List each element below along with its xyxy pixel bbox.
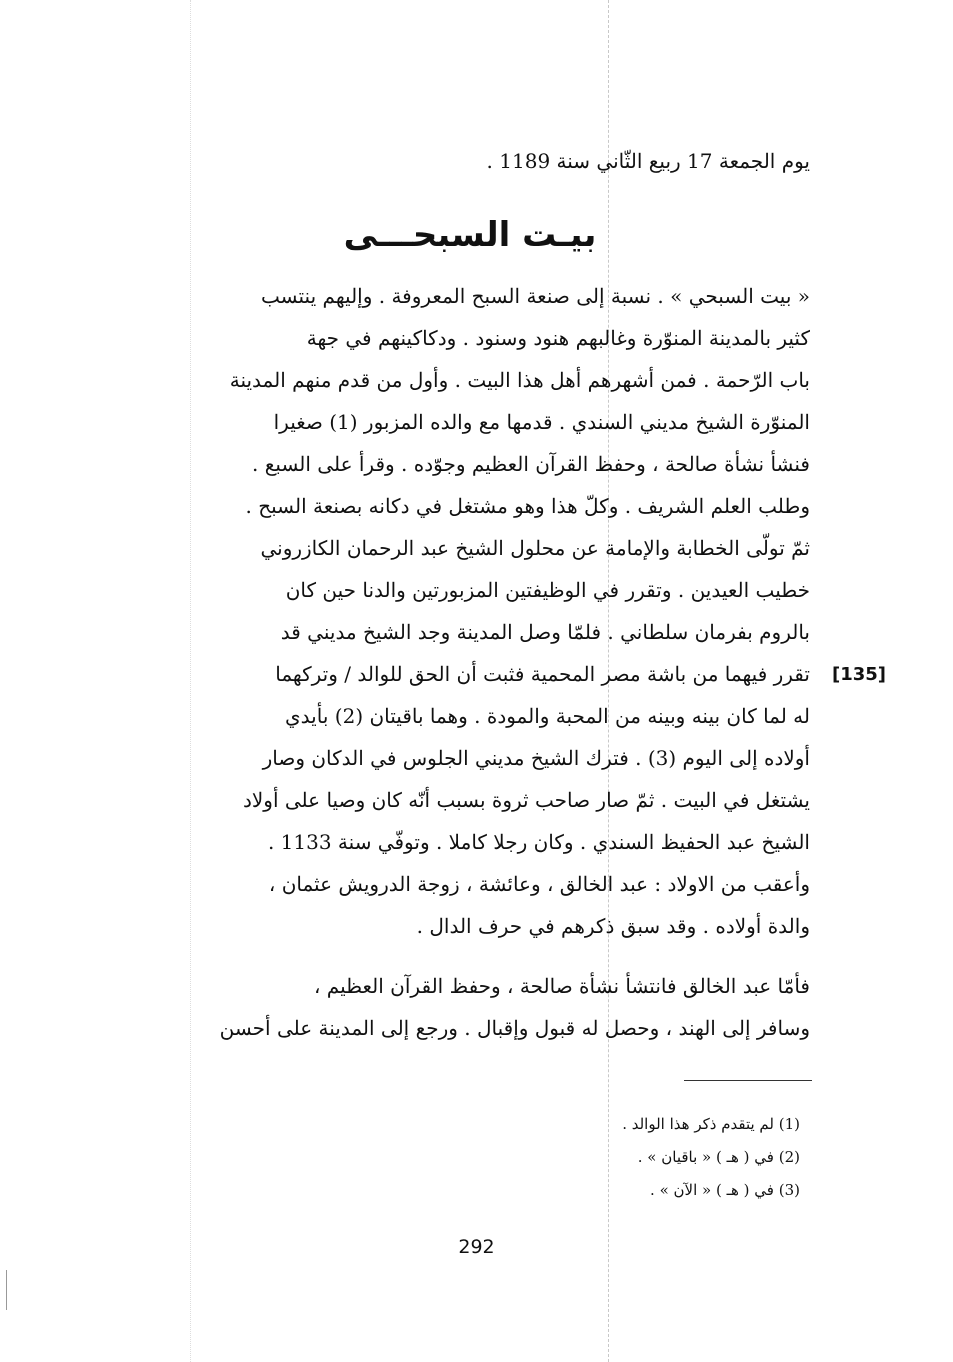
manuscript-folio-marker: [135] bbox=[832, 664, 887, 685]
page-number: 292 bbox=[458, 1236, 495, 1258]
intro-text bbox=[130, 140, 810, 182]
scan-edge-mark bbox=[6, 1270, 7, 1310]
footnote-separator bbox=[684, 1080, 812, 1081]
section-heading: بيـت السبحـــى bbox=[343, 215, 597, 255]
paragraph-line: الشيخ عبد الحفيظ السندي . وكان رجلا كاملا . وتوفّي سنة 1133 . bbox=[267, 830, 810, 854]
intro-line: يوم الجمعة 17 ربيع الثّاني سنة 1189 . bbox=[486, 149, 810, 173]
paragraph-line: فنشأ نشأة صالحة ، وحفظ القرآن العظيم وجوّده . وقرأ على السبع . bbox=[252, 452, 810, 476]
paragraph-line: خطيب العيدين . وتقرر في الوظيفتين المزبورتين والدنا حين كان bbox=[285, 578, 810, 602]
paragraph-line: فأمّا عبد الخالق فانتشأ نشأة صالحة ، وحفظ القرآن العظيم ، bbox=[313, 974, 810, 998]
paragraph-line: وسافر إلى الهند ، وحصل له قبول وإقبال . ورجع إلى المدينة على أحسن bbox=[219, 1016, 810, 1040]
footnote: (1) لم يتقدم ذكر هذا الوالد . bbox=[622, 1115, 800, 1133]
paragraph-line: تقرر فيهما من باشة مصر المحمية فثبت أن الحق للوالد / وتركهما bbox=[275, 662, 810, 686]
paragraph-line: أولاده إلى اليوم (3) . فترك الشيخ مديني الجلوس في الدكان وصار bbox=[262, 746, 810, 770]
paragraph-line: يشتغل في البيت . ثمّ صار صاحب ثروة بسبب أنّه كان وصيا على أولاد bbox=[242, 788, 810, 812]
paragraph-line: وطلب العلم الشريف . وكلّ هذا وهو مشتغل في دكانه بصنعة السبح . bbox=[245, 494, 810, 518]
paragraph-line: كثير بالمدينة المنوّرة وغالبهم هنود وسنود . ودكاكينهم في جهة bbox=[306, 326, 810, 350]
footnote: (2) في ( هـ ) « باقيان » . bbox=[637, 1148, 800, 1166]
paragraph-line: المنوّرة الشيخ مديني السندي . قدمها مع والده المزبور (1) صغيرا bbox=[273, 410, 810, 434]
footnote: (3) في ( هـ ) « الآن » . bbox=[650, 1181, 800, 1199]
paragraph-line: وأعقب من الاولاد : عبد الخالق ، وعائشة ، زوجة الدرويش عثمان ، bbox=[268, 872, 810, 896]
paragraph-line: والدة أولاده . وقد سبق ذكرهم في حرف الدال . bbox=[416, 914, 810, 938]
paragraph-line: له لما كان بينه وبينه من المحبة والمودة . وهما باقيتان (2) بأيدي bbox=[285, 704, 810, 728]
paragraph-line: بالروم بفرمان سلطاني . فلمّا وصل المدينة وجد الشيخ مديني قد bbox=[280, 620, 810, 644]
paragraph-line: ثمّ تولّى الخطابة والإمامة عن محلول الشيخ عبد الرحمان الكازروني bbox=[260, 536, 810, 560]
paragraph-1 bbox=[130, 275, 810, 947]
paragraph-2 bbox=[130, 965, 810, 1049]
paragraph-line: باب الرّحمة . فمن أشهرهم أهل هذا البيت . وأول من قدم منهم المدينة bbox=[229, 368, 810, 392]
paragraph-line: « بيت السبحي » . نسبة إلى صنعة السبح المعروفة . وإليهم ينتسب bbox=[261, 284, 810, 308]
footnotes bbox=[300, 1108, 800, 1207]
